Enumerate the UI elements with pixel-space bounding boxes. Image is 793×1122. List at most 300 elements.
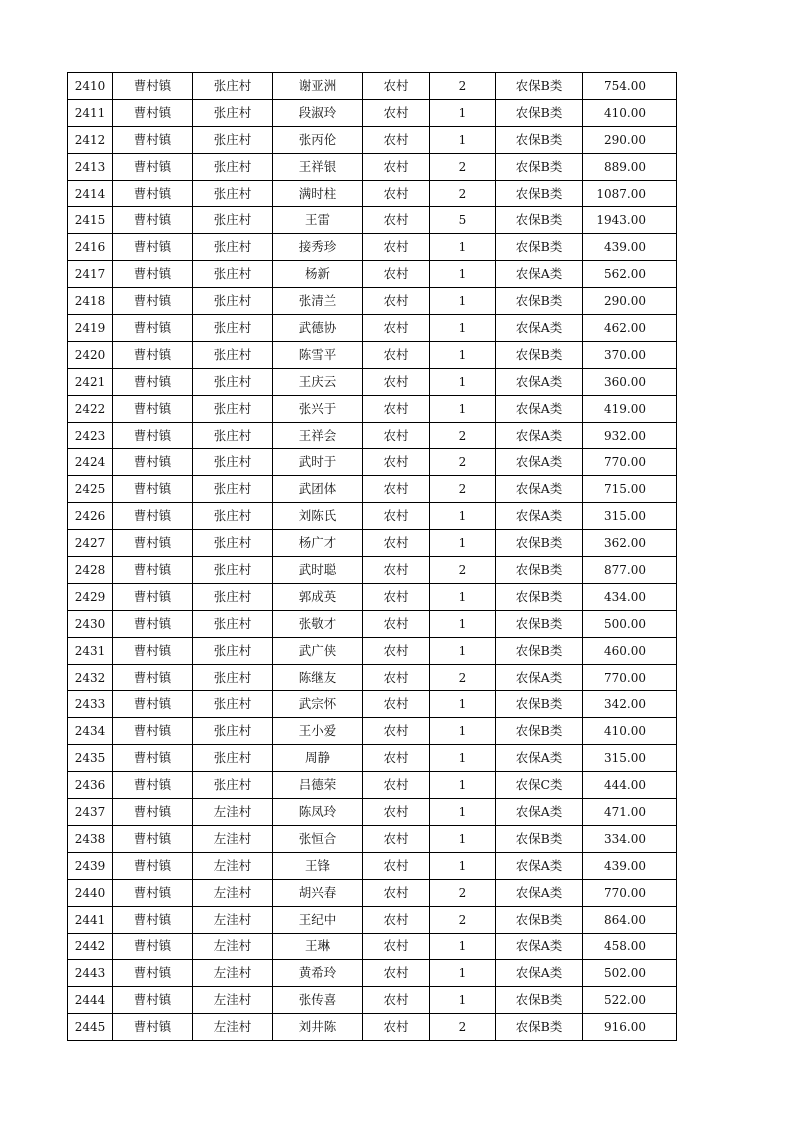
family-size-cell: 2 [430, 557, 496, 584]
table-row [68, 987, 677, 1014]
amount-cell: 315.00 [583, 503, 677, 530]
table-row [68, 557, 677, 584]
table-row [68, 180, 677, 207]
village-cell: 张庄村 [193, 207, 273, 234]
village-cell: 左洼村 [193, 960, 273, 987]
village-cell: 张庄村 [193, 449, 273, 476]
serial-number-cell: 2432 [68, 664, 113, 691]
insurance-category-cell: 农保A类 [496, 879, 583, 906]
village-cell: 左洼村 [193, 1014, 273, 1041]
insurance-category-cell: 农保B类 [496, 73, 583, 100]
township-cell: 曹村镇 [113, 906, 193, 933]
recipient-name-cell: 满时柱 [273, 180, 363, 207]
township-cell: 曹村镇 [113, 476, 193, 503]
township-cell: 曹村镇 [113, 341, 193, 368]
insurance-category-cell: 农保A类 [496, 261, 583, 288]
township-cell: 曹村镇 [113, 772, 193, 799]
amount-cell: 444.00 [583, 772, 677, 799]
table-row [68, 476, 677, 503]
table-row [68, 772, 677, 799]
recipient-name-cell: 陈凤玲 [273, 799, 363, 826]
insurance-category-cell: 农保B类 [496, 180, 583, 207]
village-cell: 左洼村 [193, 799, 273, 826]
insurance-category-cell: 农保A类 [496, 368, 583, 395]
village-cell: 张庄村 [193, 745, 273, 772]
household-type-cell: 农村 [363, 718, 430, 745]
township-cell: 曹村镇 [113, 691, 193, 718]
household-type-cell: 农村 [363, 73, 430, 100]
amount-cell: 419.00 [583, 395, 677, 422]
serial-number-cell: 2435 [68, 745, 113, 772]
table-row [68, 583, 677, 610]
township-cell: 曹村镇 [113, 852, 193, 879]
township-cell: 曹村镇 [113, 987, 193, 1014]
family-size-cell: 2 [430, 1014, 496, 1041]
amount-cell: 410.00 [583, 718, 677, 745]
table-row [68, 825, 677, 852]
insurance-category-cell: 农保B类 [496, 126, 583, 153]
family-size-cell: 1 [430, 315, 496, 342]
township-cell: 曹村镇 [113, 718, 193, 745]
village-cell: 张庄村 [193, 315, 273, 342]
family-size-cell: 1 [430, 341, 496, 368]
amount-cell: 715.00 [583, 476, 677, 503]
serial-number-cell: 2426 [68, 503, 113, 530]
recipient-name-cell: 王庆云 [273, 368, 363, 395]
serial-number-cell: 2419 [68, 315, 113, 342]
family-size-cell: 1 [430, 933, 496, 960]
family-size-cell: 1 [430, 288, 496, 315]
village-cell: 左洼村 [193, 906, 273, 933]
township-cell: 曹村镇 [113, 368, 193, 395]
household-type-cell: 农村 [363, 772, 430, 799]
township-cell: 曹村镇 [113, 664, 193, 691]
serial-number-cell: 2439 [68, 852, 113, 879]
village-cell: 张庄村 [193, 530, 273, 557]
table-row [68, 960, 677, 987]
family-size-cell: 1 [430, 610, 496, 637]
village-cell: 张庄村 [193, 180, 273, 207]
family-size-cell: 1 [430, 718, 496, 745]
amount-cell: 439.00 [583, 234, 677, 261]
recipient-name-cell: 武宗怀 [273, 691, 363, 718]
table-row [68, 879, 677, 906]
amount-cell: 500.00 [583, 610, 677, 637]
recipient-name-cell: 张清兰 [273, 288, 363, 315]
insurance-category-cell: 农保B类 [496, 637, 583, 664]
amount-cell: 410.00 [583, 99, 677, 126]
township-cell: 曹村镇 [113, 234, 193, 261]
table-row [68, 422, 677, 449]
serial-number-cell: 2420 [68, 341, 113, 368]
insurance-category-cell: 农保B类 [496, 341, 583, 368]
amount-cell: 360.00 [583, 368, 677, 395]
family-size-cell: 1 [430, 987, 496, 1014]
amount-cell: 916.00 [583, 1014, 677, 1041]
insurance-category-cell: 农保A类 [496, 745, 583, 772]
amount-cell: 370.00 [583, 341, 677, 368]
insurance-category-cell: 农保B类 [496, 557, 583, 584]
amount-cell: 889.00 [583, 153, 677, 180]
serial-number-cell: 2434 [68, 718, 113, 745]
recipient-table [67, 72, 677, 1041]
family-size-cell: 2 [430, 664, 496, 691]
village-cell: 张庄村 [193, 610, 273, 637]
township-cell: 曹村镇 [113, 449, 193, 476]
table-row [68, 449, 677, 476]
amount-cell: 1087.00 [583, 180, 677, 207]
household-type-cell: 农村 [363, 1014, 430, 1041]
serial-number-cell: 2411 [68, 99, 113, 126]
table-row [68, 73, 677, 100]
serial-number-cell: 2431 [68, 637, 113, 664]
table-row [68, 288, 677, 315]
family-size-cell: 2 [430, 906, 496, 933]
household-type-cell: 农村 [363, 691, 430, 718]
household-type-cell: 农村 [363, 852, 430, 879]
amount-cell: 502.00 [583, 960, 677, 987]
household-type-cell: 农村 [363, 422, 430, 449]
household-type-cell: 农村 [363, 180, 430, 207]
amount-cell: 770.00 [583, 449, 677, 476]
family-size-cell: 1 [430, 825, 496, 852]
recipient-name-cell: 张恒合 [273, 825, 363, 852]
serial-number-cell: 2433 [68, 691, 113, 718]
serial-number-cell: 2422 [68, 395, 113, 422]
amount-cell: 770.00 [583, 879, 677, 906]
township-cell: 曹村镇 [113, 557, 193, 584]
village-cell: 张庄村 [193, 691, 273, 718]
insurance-category-cell: 农保B类 [496, 99, 583, 126]
family-size-cell: 1 [430, 530, 496, 557]
table-row [68, 503, 677, 530]
table-row [68, 664, 677, 691]
household-type-cell: 农村 [363, 664, 430, 691]
township-cell: 曹村镇 [113, 637, 193, 664]
insurance-category-cell: 农保A类 [496, 395, 583, 422]
serial-number-cell: 2443 [68, 960, 113, 987]
recipient-name-cell: 陈继友 [273, 664, 363, 691]
household-type-cell: 农村 [363, 153, 430, 180]
recipient-name-cell: 武时聪 [273, 557, 363, 584]
insurance-category-cell: 农保B类 [496, 530, 583, 557]
amount-cell: 562.00 [583, 261, 677, 288]
household-type-cell: 农村 [363, 799, 430, 826]
township-cell: 曹村镇 [113, 422, 193, 449]
amount-cell: 770.00 [583, 664, 677, 691]
household-type-cell: 农村 [363, 368, 430, 395]
recipient-name-cell: 武团体 [273, 476, 363, 503]
household-type-cell: 农村 [363, 745, 430, 772]
serial-number-cell: 2427 [68, 530, 113, 557]
household-type-cell: 农村 [363, 261, 430, 288]
family-size-cell: 1 [430, 395, 496, 422]
insurance-category-cell: 农保B类 [496, 825, 583, 852]
table-row [68, 315, 677, 342]
recipient-name-cell: 武德协 [273, 315, 363, 342]
recipient-name-cell: 陈雪平 [273, 341, 363, 368]
recipient-name-cell: 王祥银 [273, 153, 363, 180]
table-row [68, 207, 677, 234]
household-type-cell: 农村 [363, 449, 430, 476]
recipient-name-cell: 吕德荣 [273, 772, 363, 799]
village-cell: 张庄村 [193, 664, 273, 691]
serial-number-cell: 2440 [68, 879, 113, 906]
recipient-name-cell: 张敬才 [273, 610, 363, 637]
village-cell: 左洼村 [193, 852, 273, 879]
insurance-category-cell: 农保B类 [496, 288, 583, 315]
village-cell: 左洼村 [193, 825, 273, 852]
family-size-cell: 2 [430, 422, 496, 449]
township-cell: 曹村镇 [113, 1014, 193, 1041]
serial-number-cell: 2412 [68, 126, 113, 153]
village-cell: 张庄村 [193, 234, 273, 261]
table-row [68, 126, 677, 153]
village-cell: 张庄村 [193, 288, 273, 315]
table-row [68, 933, 677, 960]
table-row [68, 341, 677, 368]
township-cell: 曹村镇 [113, 126, 193, 153]
recipient-name-cell: 接秀珍 [273, 234, 363, 261]
serial-number-cell: 2436 [68, 772, 113, 799]
amount-cell: 290.00 [583, 288, 677, 315]
serial-number-cell: 2445 [68, 1014, 113, 1041]
recipient-name-cell: 王锋 [273, 852, 363, 879]
amount-cell: 290.00 [583, 126, 677, 153]
amount-cell: 460.00 [583, 637, 677, 664]
table-row [68, 637, 677, 664]
family-size-cell: 1 [430, 261, 496, 288]
table-row [68, 261, 677, 288]
village-cell: 张庄村 [193, 73, 273, 100]
recipient-name-cell: 周静 [273, 745, 363, 772]
village-cell: 张庄村 [193, 126, 273, 153]
amount-cell: 362.00 [583, 530, 677, 557]
table-row [68, 610, 677, 637]
village-cell: 张庄村 [193, 503, 273, 530]
household-type-cell: 农村 [363, 557, 430, 584]
serial-number-cell: 2414 [68, 180, 113, 207]
village-cell: 张庄村 [193, 153, 273, 180]
recipient-name-cell: 王琳 [273, 933, 363, 960]
village-cell: 张庄村 [193, 772, 273, 799]
household-type-cell: 农村 [363, 341, 430, 368]
serial-number-cell: 2410 [68, 73, 113, 100]
amount-cell: 877.00 [583, 557, 677, 584]
village-cell: 张庄村 [193, 583, 273, 610]
household-type-cell: 农村 [363, 825, 430, 852]
household-type-cell: 农村 [363, 637, 430, 664]
household-type-cell: 农村 [363, 395, 430, 422]
table-row [68, 906, 677, 933]
family-size-cell: 1 [430, 852, 496, 879]
amount-cell: 522.00 [583, 987, 677, 1014]
insurance-category-cell: 农保B类 [496, 610, 583, 637]
family-size-cell: 1 [430, 126, 496, 153]
village-cell: 张庄村 [193, 557, 273, 584]
recipient-name-cell: 杨广才 [273, 530, 363, 557]
serial-number-cell: 2429 [68, 583, 113, 610]
serial-number-cell: 2425 [68, 476, 113, 503]
village-cell: 张庄村 [193, 341, 273, 368]
township-cell: 曹村镇 [113, 261, 193, 288]
household-type-cell: 农村 [363, 987, 430, 1014]
family-size-cell: 1 [430, 691, 496, 718]
village-cell: 左洼村 [193, 987, 273, 1014]
village-cell: 张庄村 [193, 422, 273, 449]
village-cell: 张庄村 [193, 476, 273, 503]
household-type-cell: 农村 [363, 234, 430, 261]
household-type-cell: 农村 [363, 933, 430, 960]
amount-cell: 754.00 [583, 73, 677, 100]
table-row [68, 234, 677, 261]
recipient-name-cell: 王祥会 [273, 422, 363, 449]
household-type-cell: 农村 [363, 207, 430, 234]
serial-number-cell: 2428 [68, 557, 113, 584]
amount-cell: 462.00 [583, 315, 677, 342]
serial-number-cell: 2421 [68, 368, 113, 395]
serial-number-cell: 2444 [68, 987, 113, 1014]
insurance-category-cell: 农保B类 [496, 1014, 583, 1041]
township-cell: 曹村镇 [113, 99, 193, 126]
family-size-cell: 2 [430, 73, 496, 100]
township-cell: 曹村镇 [113, 933, 193, 960]
insurance-category-cell: 农保A类 [496, 852, 583, 879]
table-row [68, 745, 677, 772]
township-cell: 曹村镇 [113, 153, 193, 180]
amount-cell: 864.00 [583, 906, 677, 933]
township-cell: 曹村镇 [113, 288, 193, 315]
recipient-name-cell: 王纪中 [273, 906, 363, 933]
family-size-cell: 2 [430, 476, 496, 503]
family-size-cell: 1 [430, 99, 496, 126]
family-size-cell: 2 [430, 153, 496, 180]
township-cell: 曹村镇 [113, 180, 193, 207]
village-cell: 左洼村 [193, 879, 273, 906]
serial-number-cell: 2438 [68, 825, 113, 852]
amount-cell: 458.00 [583, 933, 677, 960]
serial-number-cell: 2424 [68, 449, 113, 476]
recipient-name-cell: 张传喜 [273, 987, 363, 1014]
insurance-category-cell: 农保B类 [496, 718, 583, 745]
township-cell: 曹村镇 [113, 207, 193, 234]
insurance-category-cell: 农保B类 [496, 583, 583, 610]
insurance-category-cell: 农保A类 [496, 664, 583, 691]
family-size-cell: 5 [430, 207, 496, 234]
family-size-cell: 1 [430, 503, 496, 530]
serial-number-cell: 2418 [68, 288, 113, 315]
village-cell: 张庄村 [193, 99, 273, 126]
recipient-name-cell: 谢亚洲 [273, 73, 363, 100]
household-type-cell: 农村 [363, 530, 430, 557]
insurance-category-cell: 农保A类 [496, 449, 583, 476]
recipient-name-cell: 段淑玲 [273, 99, 363, 126]
insurance-category-cell: 农保B类 [496, 207, 583, 234]
table-row [68, 691, 677, 718]
recipient-name-cell: 王雷 [273, 207, 363, 234]
serial-number-cell: 2416 [68, 234, 113, 261]
household-type-cell: 农村 [363, 879, 430, 906]
serial-number-cell: 2417 [68, 261, 113, 288]
family-size-cell: 1 [430, 234, 496, 261]
serial-number-cell: 2423 [68, 422, 113, 449]
table-row [68, 852, 677, 879]
amount-cell: 439.00 [583, 852, 677, 879]
township-cell: 曹村镇 [113, 745, 193, 772]
recipient-name-cell: 黄希玲 [273, 960, 363, 987]
table-row [68, 368, 677, 395]
village-cell: 张庄村 [193, 395, 273, 422]
insurance-category-cell: 农保A类 [496, 476, 583, 503]
insurance-category-cell: 农保C类 [496, 772, 583, 799]
township-cell: 曹村镇 [113, 395, 193, 422]
recipient-name-cell: 武广侠 [273, 637, 363, 664]
family-size-cell: 2 [430, 180, 496, 207]
serial-number-cell: 2441 [68, 906, 113, 933]
insurance-category-cell: 农保B类 [496, 906, 583, 933]
township-cell: 曹村镇 [113, 530, 193, 557]
table-row [68, 1014, 677, 1041]
recipient-name-cell: 张丙伦 [273, 126, 363, 153]
family-size-cell: 1 [430, 583, 496, 610]
recipient-name-cell: 刘井陈 [273, 1014, 363, 1041]
family-size-cell: 1 [430, 637, 496, 664]
insurance-category-cell: 农保B类 [496, 691, 583, 718]
insurance-category-cell: 农保B类 [496, 153, 583, 180]
township-cell: 曹村镇 [113, 315, 193, 342]
household-type-cell: 农村 [363, 583, 430, 610]
recipient-name-cell: 刘陈氏 [273, 503, 363, 530]
family-size-cell: 1 [430, 368, 496, 395]
family-size-cell: 1 [430, 799, 496, 826]
amount-cell: 434.00 [583, 583, 677, 610]
amount-cell: 1943.00 [583, 207, 677, 234]
amount-cell: 315.00 [583, 745, 677, 772]
table-body [68, 73, 677, 1041]
township-cell: 曹村镇 [113, 879, 193, 906]
household-type-cell: 农村 [363, 126, 430, 153]
recipient-name-cell: 张兴于 [273, 395, 363, 422]
amount-cell: 342.00 [583, 691, 677, 718]
recipient-name-cell: 郭成英 [273, 583, 363, 610]
insurance-category-cell: 农保A类 [496, 799, 583, 826]
table-row [68, 718, 677, 745]
household-type-cell: 农村 [363, 99, 430, 126]
village-cell: 张庄村 [193, 718, 273, 745]
township-cell: 曹村镇 [113, 503, 193, 530]
village-cell: 张庄村 [193, 637, 273, 664]
household-type-cell: 农村 [363, 503, 430, 530]
amount-cell: 471.00 [583, 799, 677, 826]
township-cell: 曹村镇 [113, 825, 193, 852]
recipient-name-cell: 胡兴春 [273, 879, 363, 906]
insurance-category-cell: 农保B类 [496, 987, 583, 1014]
village-cell: 张庄村 [193, 261, 273, 288]
table-row [68, 153, 677, 180]
insurance-category-cell: 农保A类 [496, 503, 583, 530]
household-type-cell: 农村 [363, 315, 430, 342]
township-cell: 曹村镇 [113, 960, 193, 987]
household-type-cell: 农村 [363, 960, 430, 987]
table-row [68, 799, 677, 826]
table-row [68, 530, 677, 557]
serial-number-cell: 2430 [68, 610, 113, 637]
family-size-cell: 1 [430, 772, 496, 799]
township-cell: 曹村镇 [113, 73, 193, 100]
family-size-cell: 2 [430, 449, 496, 476]
insurance-category-cell: 农保A类 [496, 422, 583, 449]
family-size-cell: 2 [430, 879, 496, 906]
